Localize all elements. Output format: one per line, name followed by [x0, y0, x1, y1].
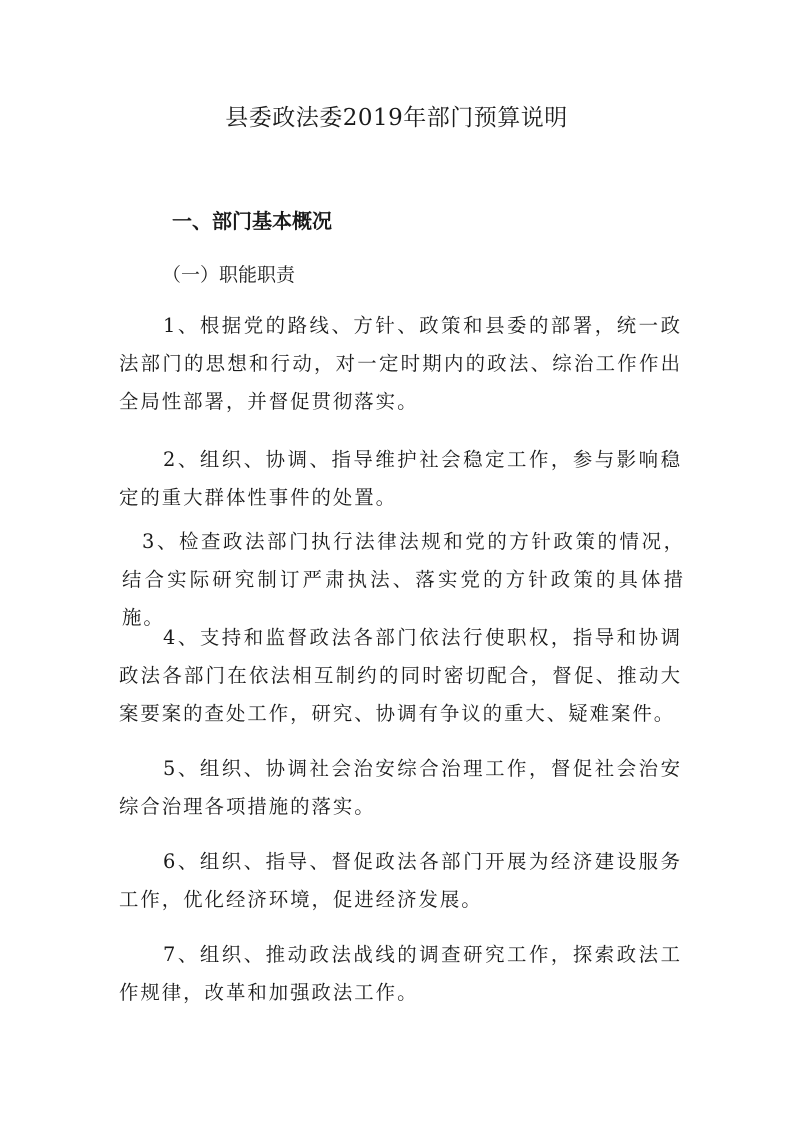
paragraph-1-text: 1、根据党的路线、方针、政策和县委的部署，统一政法部门的思想和行动，对一定时期内的政法、综治工作作出全局性部署，并督促贯彻落实。 [119, 314, 682, 413]
document-title: 县委政法委2019年部门预算说明 [225, 105, 568, 131]
paragraph-6 [119, 843, 682, 919]
paragraph-1 [119, 307, 682, 421]
paragraph-7 [119, 936, 682, 1012]
paragraph-5 [119, 750, 682, 826]
paragraph-2-text: 2、组织、协调、指导维护社会稳定工作，参与影响稳定的重大群体性事件的处置。 [119, 448, 682, 509]
paragraph-7-text: 7、组织、推动政法战线的调查研究工作，探索政法工作规律，改革和加强政法工作。 [119, 943, 682, 1004]
subsection-heading: （一）职能职责 [162, 264, 296, 286]
paragraph-3-text: 3、检查政法部门执行法律法规和党的方针政策的情况，结合实际研究制订严肃执法、落实党的方针政策的具体措施。 [122, 530, 685, 629]
paragraph-4 [119, 619, 682, 733]
paragraph-5-text: 5、组织、协调社会治安综合治理工作，督促社会治安综合治理各项措施的落实。 [119, 757, 682, 818]
paragraph-4-text: 4、支持和监督政法各部门依法行使职权，指导和协调政法各部门在依法相互制约的同时密切配合，督促、推动大案要案的查处工作，研究、协调有争议的重大、疑难案件。 [119, 626, 682, 725]
paragraph-6-text: 6、组织、指导、督促政法各部门开展为经济建设服务工作，优化经济环境，促进经济发展。 [119, 850, 682, 911]
paragraph-2 [119, 441, 682, 517]
section-heading: 一、部门基本概况 [172, 209, 332, 233]
